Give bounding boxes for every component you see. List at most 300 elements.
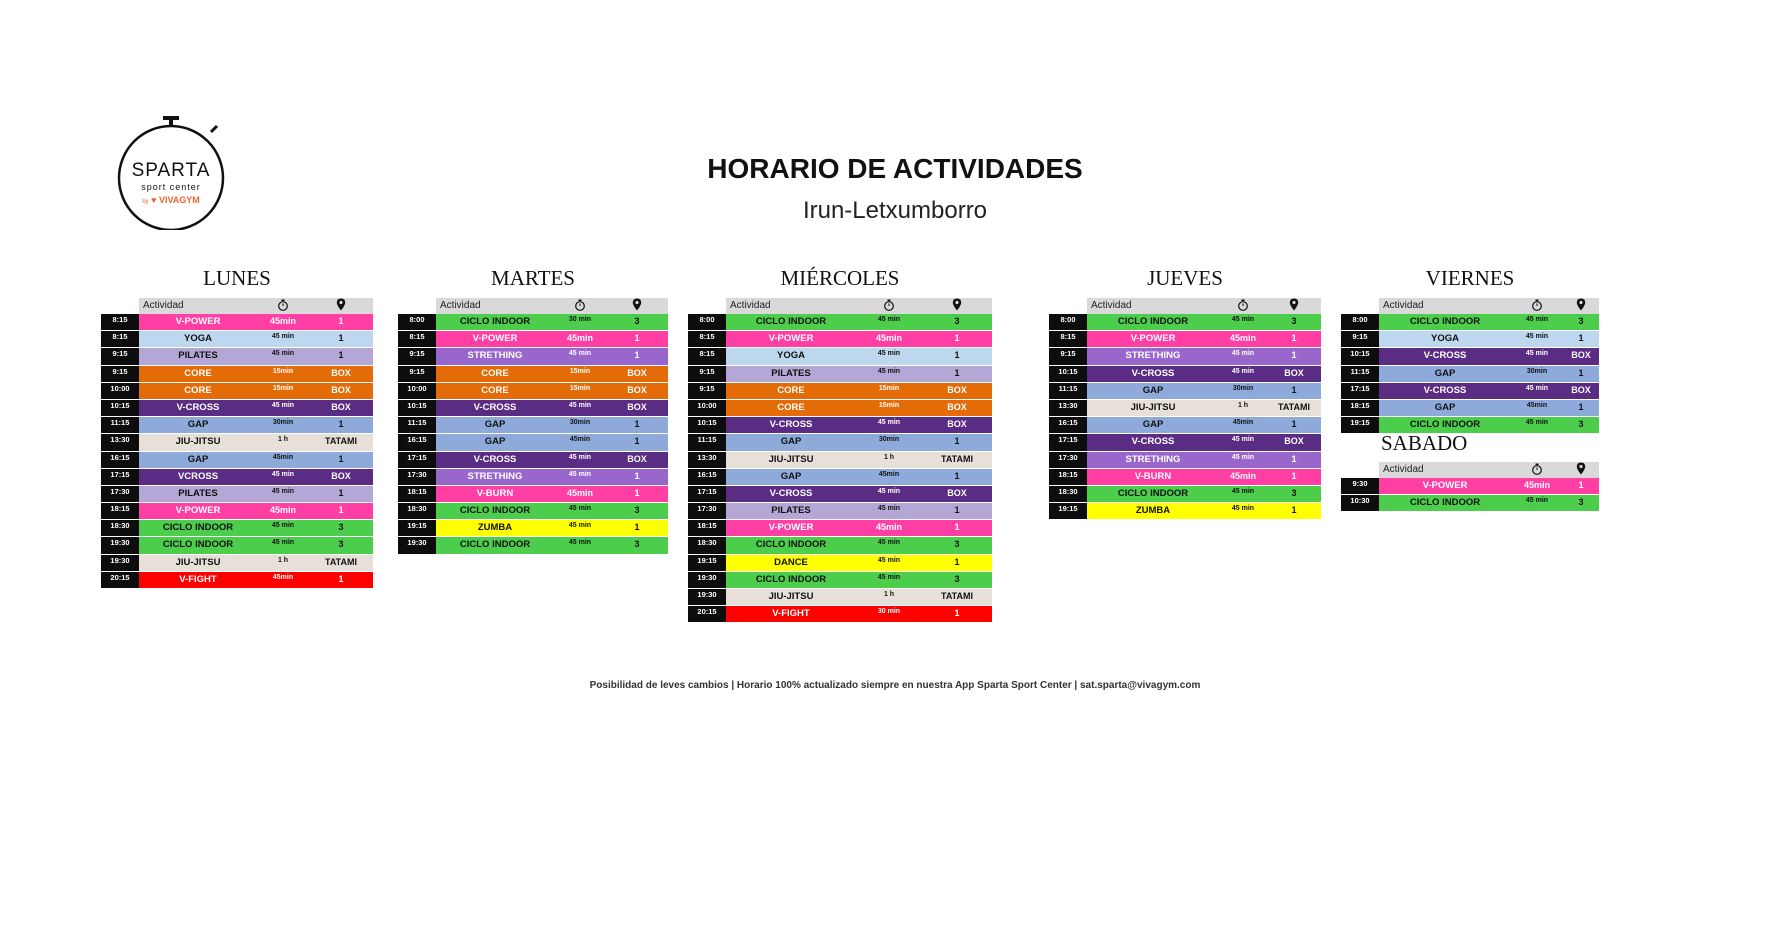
- class-duration: 15min: [257, 366, 309, 382]
- class-activity: V-CROSS: [726, 417, 856, 433]
- class-duration: 45min: [1511, 400, 1563, 416]
- class-activity: STRETHING: [1087, 348, 1219, 364]
- schedule-row: [688, 400, 992, 417]
- class-time: 18:30: [688, 537, 726, 553]
- schedule-row: [688, 314, 992, 331]
- class-time: 9:15: [1049, 348, 1087, 364]
- schedule-row: [1341, 366, 1599, 383]
- class-time: 19:15: [398, 520, 436, 536]
- class-duration: 45 min: [1219, 434, 1267, 450]
- class-duration: 45 min: [257, 331, 309, 347]
- class-duration: 45 min: [554, 520, 606, 536]
- class-duration: 45min: [856, 331, 922, 347]
- table-header: [436, 298, 668, 314]
- class-time: 10:15: [1049, 366, 1087, 382]
- class-time: 11:15: [398, 417, 436, 433]
- class-time: 10:00: [688, 400, 726, 416]
- table-header: [1087, 298, 1321, 314]
- class-activity: V-CROSS: [1087, 366, 1219, 382]
- class-duration: 45min: [257, 572, 309, 588]
- class-duration: 45min: [856, 469, 922, 485]
- class-time: 8:15: [101, 314, 139, 330]
- class-time: 17:30: [1049, 452, 1087, 468]
- schedule-row: [101, 400, 373, 417]
- logo-tagline: sport center: [141, 182, 201, 192]
- schedule-row: [1049, 486, 1321, 503]
- class-activity: CICLO INDOOR: [139, 537, 257, 553]
- class-room: 1: [1267, 452, 1321, 468]
- table-header: [726, 298, 992, 314]
- class-time: 10:30: [1341, 495, 1379, 511]
- class-time: 13:30: [101, 434, 139, 450]
- class-room: 3: [922, 314, 992, 330]
- class-activity: JIU-JITSU: [139, 555, 257, 571]
- class-room: BOX: [606, 383, 668, 399]
- class-time: 9:15: [398, 348, 436, 364]
- schedule-row: [688, 383, 992, 400]
- class-activity: V-BURN: [436, 486, 554, 502]
- schedule-row: [1341, 478, 1599, 495]
- class-room: 3: [606, 537, 668, 553]
- schedule-row: [398, 503, 668, 520]
- class-time: 10:15: [1341, 348, 1379, 364]
- class-activity: GAP: [1087, 417, 1219, 433]
- class-activity: V-POWER: [726, 520, 856, 536]
- day-title-jueves: JUEVES: [1147, 266, 1223, 290]
- schedule-row: [101, 503, 373, 520]
- class-activity: V-POWER: [726, 331, 856, 347]
- class-duration: 45 min: [1511, 348, 1563, 364]
- table-header: [1379, 462, 1599, 478]
- class-activity: GAP: [726, 469, 856, 485]
- class-duration: 45 min: [1219, 366, 1267, 382]
- class-duration: 45 min: [257, 469, 309, 485]
- class-duration: 45 min: [856, 555, 922, 571]
- class-duration: 45 min: [257, 520, 309, 536]
- class-time: 18:15: [398, 486, 436, 502]
- schedule-row: [688, 503, 992, 520]
- table-header: [1379, 298, 1599, 314]
- schedule-row: [688, 348, 992, 365]
- class-room: 3: [1563, 314, 1599, 330]
- class-room: 1: [1267, 417, 1321, 433]
- class-activity: CORE: [726, 383, 856, 399]
- class-time: 11:15: [1049, 383, 1087, 399]
- class-time: 8:00: [1341, 314, 1379, 330]
- class-room: TATAMI: [922, 452, 992, 468]
- schedule-row: [398, 537, 668, 554]
- class-duration: 30 min: [856, 606, 922, 622]
- schedule-row: [101, 520, 373, 537]
- activity-header-label: Actividad: [1383, 300, 1424, 311]
- class-activity: PILATES: [726, 503, 856, 519]
- class-duration: 1 h: [1219, 400, 1267, 416]
- class-room: BOX: [922, 417, 992, 433]
- class-room: BOX: [922, 383, 992, 399]
- class-duration: 15min: [856, 383, 922, 399]
- schedule-row: [1341, 314, 1599, 331]
- class-duration: 45min: [1219, 469, 1267, 485]
- stopwatch-icon: [883, 299, 895, 314]
- class-room: 1: [309, 572, 373, 588]
- class-time: 10:15: [688, 417, 726, 433]
- class-room: BOX: [1563, 348, 1599, 364]
- activity-header-label: Actividad: [1383, 464, 1424, 475]
- schedule-row: [1049, 417, 1321, 434]
- class-activity: GAP: [726, 434, 856, 450]
- class-room: 1: [309, 348, 373, 364]
- class-room: 3: [922, 537, 992, 553]
- class-duration: 45min: [1219, 331, 1267, 347]
- class-time: 8:15: [688, 331, 726, 347]
- day-title-mircoles: MIÉRCOLES: [780, 266, 900, 290]
- schedule-row: [1049, 452, 1321, 469]
- class-time: 10:15: [398, 400, 436, 416]
- schedule-row: [398, 348, 668, 365]
- class-activity: YOGA: [726, 348, 856, 364]
- class-duration: 45 min: [856, 348, 922, 364]
- class-room: 3: [606, 503, 668, 519]
- class-room: 1: [922, 469, 992, 485]
- class-activity: V-FIGHT: [139, 572, 257, 588]
- class-duration: 30min: [1511, 366, 1563, 382]
- schedule-row: [398, 400, 668, 417]
- class-duration: 1 h: [856, 452, 922, 468]
- class-duration: 15min: [856, 400, 922, 416]
- class-room: TATAMI: [1267, 400, 1321, 416]
- class-activity: CICLO INDOOR: [1087, 486, 1219, 502]
- class-room: 1: [309, 314, 373, 330]
- class-time: 20:15: [688, 606, 726, 622]
- class-duration: 45 min: [1219, 348, 1267, 364]
- class-time: 11:15: [101, 417, 139, 433]
- schedule-row: [1049, 400, 1321, 417]
- schedule-row: [1049, 348, 1321, 365]
- class-activity: CICLO INDOOR: [1379, 417, 1511, 433]
- class-time: 18:30: [398, 503, 436, 519]
- class-room: 3: [1267, 486, 1321, 502]
- class-room: 1: [606, 417, 668, 433]
- class-time: 9:15: [101, 348, 139, 364]
- schedule-row: [398, 366, 668, 383]
- class-room: 1: [309, 331, 373, 347]
- day-title-martes: MARTES: [491, 266, 575, 290]
- class-time: 19:15: [1341, 417, 1379, 433]
- class-time: 17:15: [688, 486, 726, 502]
- logo-by: by: [142, 199, 149, 205]
- class-duration: 30min: [554, 417, 606, 433]
- class-activity: GAP: [139, 417, 257, 433]
- class-room: 1: [1267, 331, 1321, 347]
- class-activity: CICLO INDOOR: [1379, 314, 1511, 330]
- class-room: BOX: [606, 400, 668, 416]
- schedule-row: [688, 366, 992, 383]
- class-duration: 45min: [554, 434, 606, 450]
- schedule-row: [101, 331, 373, 348]
- class-duration: 30min: [856, 434, 922, 450]
- class-time: 17:30: [398, 469, 436, 485]
- class-time: 11:15: [1341, 366, 1379, 382]
- schedule-row: [398, 486, 668, 503]
- class-activity: V-BURN: [1087, 469, 1219, 485]
- class-time: 17:15: [101, 469, 139, 485]
- schedule-row: [398, 417, 668, 434]
- class-activity: V-POWER: [139, 503, 257, 519]
- class-room: 1: [1267, 469, 1321, 485]
- class-duration: 45min: [1511, 478, 1563, 494]
- class-time: 18:30: [101, 520, 139, 536]
- class-time: 9:15: [688, 383, 726, 399]
- class-room: 1: [606, 469, 668, 485]
- class-activity: CICLO INDOOR: [1379, 495, 1511, 511]
- class-duration: 1 h: [257, 434, 309, 450]
- class-room: 1: [922, 555, 992, 571]
- class-duration: 45 min: [856, 572, 922, 588]
- class-time: 9:15: [398, 366, 436, 382]
- class-room: 1: [922, 606, 992, 622]
- class-time: 16:15: [101, 452, 139, 468]
- class-time: 18:15: [1049, 469, 1087, 485]
- day-title-viernes: VIERNES: [1425, 266, 1515, 290]
- class-activity: CORE: [436, 383, 554, 399]
- class-activity: STRETHING: [1087, 452, 1219, 468]
- class-duration: 45 min: [856, 503, 922, 519]
- schedule-row: [101, 452, 373, 469]
- class-activity: CICLO INDOOR: [436, 537, 554, 553]
- class-room: 1: [606, 520, 668, 536]
- class-duration: 30 min: [554, 314, 606, 330]
- class-room: 1: [1267, 503, 1321, 519]
- class-room: BOX: [1563, 383, 1599, 399]
- schedule-row: [688, 572, 992, 589]
- class-time: 8:15: [101, 331, 139, 347]
- day-title-sabado: SABADO: [1381, 431, 1468, 455]
- class-room: BOX: [606, 366, 668, 382]
- class-activity: GAP: [1379, 366, 1511, 382]
- schedule-row: [1049, 314, 1321, 331]
- schedule-row: [688, 486, 992, 503]
- class-room: 3: [1563, 417, 1599, 433]
- schedule-row: [101, 417, 373, 434]
- class-activity: CORE: [436, 366, 554, 382]
- class-activity: CICLO INDOOR: [726, 572, 856, 588]
- class-duration: 45 min: [554, 537, 606, 553]
- class-room: 1: [606, 348, 668, 364]
- class-time: 16:15: [688, 469, 726, 485]
- class-activity: CICLO INDOOR: [436, 503, 554, 519]
- class-room: TATAMI: [309, 434, 373, 450]
- schedule-row: [688, 434, 992, 451]
- schedule-row: [1341, 400, 1599, 417]
- location-pin-icon: [1576, 462, 1586, 478]
- class-duration: 45 min: [856, 366, 922, 382]
- class-activity: DANCE: [726, 555, 856, 571]
- class-activity: ZUMBA: [436, 520, 554, 536]
- class-time: 18:15: [1341, 400, 1379, 416]
- class-time: 9:15: [688, 366, 726, 382]
- class-activity: JIU-JITSU: [139, 434, 257, 450]
- class-activity: GAP: [1379, 400, 1511, 416]
- schedule-row: [101, 314, 373, 331]
- class-activity: PILATES: [139, 348, 257, 364]
- class-time: 20:15: [101, 572, 139, 588]
- class-room: BOX: [309, 366, 373, 382]
- vivagym-icon: ♥: [151, 195, 157, 205]
- class-room: 1: [606, 331, 668, 347]
- class-activity: JIU-JITSU: [726, 589, 856, 605]
- class-activity: V-POWER: [436, 331, 554, 347]
- class-activity: GAP: [436, 434, 554, 450]
- class-time: 18:15: [688, 520, 726, 536]
- class-activity: STRETHING: [436, 348, 554, 364]
- class-room: 1: [1563, 331, 1599, 347]
- class-activity: V-FIGHT: [726, 606, 856, 622]
- class-duration: 30min: [257, 417, 309, 433]
- logo-brand: SPARTA: [131, 160, 211, 181]
- class-time: 10:00: [101, 383, 139, 399]
- schedule-table-lunes: [101, 298, 373, 589]
- class-room: 1: [1563, 478, 1599, 494]
- class-activity: VCROSS: [139, 469, 257, 485]
- stopwatch-icon: [574, 299, 586, 314]
- class-activity: CICLO INDOOR: [726, 537, 856, 553]
- schedule-row: [101, 366, 373, 383]
- class-time: 8:15: [688, 348, 726, 364]
- class-duration: 45 min: [257, 400, 309, 416]
- schedule-row: [398, 520, 668, 537]
- class-room: 1: [922, 503, 992, 519]
- class-time: 19:30: [101, 555, 139, 571]
- schedule-table-sabado: [1341, 462, 1599, 512]
- schedule-table-jueves: [1049, 298, 1321, 520]
- class-activity: V-CROSS: [436, 400, 554, 416]
- class-duration: 45 min: [257, 537, 309, 553]
- class-room: 1: [1563, 400, 1599, 416]
- class-room: 1: [1267, 383, 1321, 399]
- class-activity: V-POWER: [1087, 331, 1219, 347]
- schedule-row: [1341, 331, 1599, 348]
- class-time: 9:15: [1341, 331, 1379, 347]
- class-duration: 45 min: [1511, 331, 1563, 347]
- class-duration: 45 min: [554, 348, 606, 364]
- schedule-row: [1049, 434, 1321, 451]
- class-activity: CORE: [139, 383, 257, 399]
- schedule-table-mircoles: [688, 298, 992, 623]
- class-time: 16:15: [1049, 417, 1087, 433]
- schedule-row: [688, 469, 992, 486]
- class-time: 19:30: [101, 537, 139, 553]
- class-room: TATAMI: [309, 555, 373, 571]
- class-room: 3: [1563, 495, 1599, 511]
- class-duration: 45 min: [554, 452, 606, 468]
- class-room: 3: [309, 537, 373, 553]
- class-duration: 45min: [257, 503, 309, 519]
- location-pin-icon: [1576, 298, 1586, 314]
- class-room: 1: [1563, 366, 1599, 382]
- class-activity: V-CROSS: [1087, 434, 1219, 450]
- class-time: 16:15: [398, 434, 436, 450]
- schedule-row: [101, 537, 373, 554]
- table-header: [139, 298, 373, 314]
- schedule-row: [398, 434, 668, 451]
- class-duration: 45min: [554, 486, 606, 502]
- class-time: 10:15: [101, 400, 139, 416]
- stopwatch-icon: [277, 299, 289, 314]
- schedule-row: [1049, 503, 1321, 520]
- class-room: 3: [309, 520, 373, 536]
- class-activity: CICLO INDOOR: [139, 520, 257, 536]
- schedule-row: [101, 555, 373, 572]
- class-activity: ZUMBA: [1087, 503, 1219, 519]
- class-duration: 45min: [856, 520, 922, 536]
- class-time: 19:30: [688, 589, 726, 605]
- class-duration: 45 min: [856, 537, 922, 553]
- class-room: 1: [309, 486, 373, 502]
- class-room: 1: [922, 520, 992, 536]
- class-duration: 15min: [257, 383, 309, 399]
- class-duration: 15min: [554, 366, 606, 382]
- class-room: BOX: [309, 400, 373, 416]
- class-duration: 45 min: [1219, 314, 1267, 330]
- class-time: 8:15: [398, 331, 436, 347]
- class-room: BOX: [1267, 366, 1321, 382]
- footer-note: Posibilidad de leves cambios | Horario 100% actualizado siempre en nuestra App Sparta Sport Center | sat.sparta@vivagym.com: [589, 680, 1201, 691]
- class-room: 1: [606, 486, 668, 502]
- location-pin-icon: [336, 298, 346, 314]
- location-pin-icon: [1289, 298, 1299, 314]
- stopwatch-icon: [1531, 463, 1543, 478]
- class-activity: V-POWER: [1379, 478, 1511, 494]
- schedule-row: [1049, 366, 1321, 383]
- class-activity: V-CROSS: [1379, 383, 1511, 399]
- class-activity: V-CROSS: [1379, 348, 1511, 364]
- class-time: 19:15: [1049, 503, 1087, 519]
- class-room: BOX: [309, 383, 373, 399]
- class-time: 18:15: [101, 503, 139, 519]
- activity-header-label: Actividad: [730, 300, 771, 311]
- class-room: 1: [309, 417, 373, 433]
- class-room: 1: [922, 331, 992, 347]
- page-subtitle: Irun-Letxumborro: [802, 197, 988, 224]
- schedule-row: [398, 452, 668, 469]
- schedule-row: [1049, 469, 1321, 486]
- class-time: 8:00: [398, 314, 436, 330]
- class-room: 1: [1267, 348, 1321, 364]
- class-room: 1: [309, 452, 373, 468]
- class-activity: V-CROSS: [436, 452, 554, 468]
- schedule-row: [398, 383, 668, 400]
- location-pin-icon: [952, 298, 962, 314]
- class-time: 17:15: [398, 452, 436, 468]
- class-activity: CICLO INDOOR: [726, 314, 856, 330]
- class-activity: JIU-JITSU: [726, 452, 856, 468]
- class-duration: 45min: [257, 314, 309, 330]
- class-time: 11:15: [688, 434, 726, 450]
- class-time: 17:15: [1341, 383, 1379, 399]
- schedule-row: [101, 469, 373, 486]
- stopwatch-icon: [1237, 299, 1249, 314]
- schedule-row: [101, 383, 373, 400]
- class-time: 9:15: [101, 366, 139, 382]
- schedule-row: [688, 537, 992, 554]
- class-room: 3: [1267, 314, 1321, 330]
- class-activity: YOGA: [1379, 331, 1511, 347]
- schedule-row: [1341, 495, 1599, 512]
- schedule-row: [101, 486, 373, 503]
- class-room: 1: [922, 366, 992, 382]
- schedule-row: [398, 331, 668, 348]
- class-activity: V-CROSS: [726, 486, 856, 502]
